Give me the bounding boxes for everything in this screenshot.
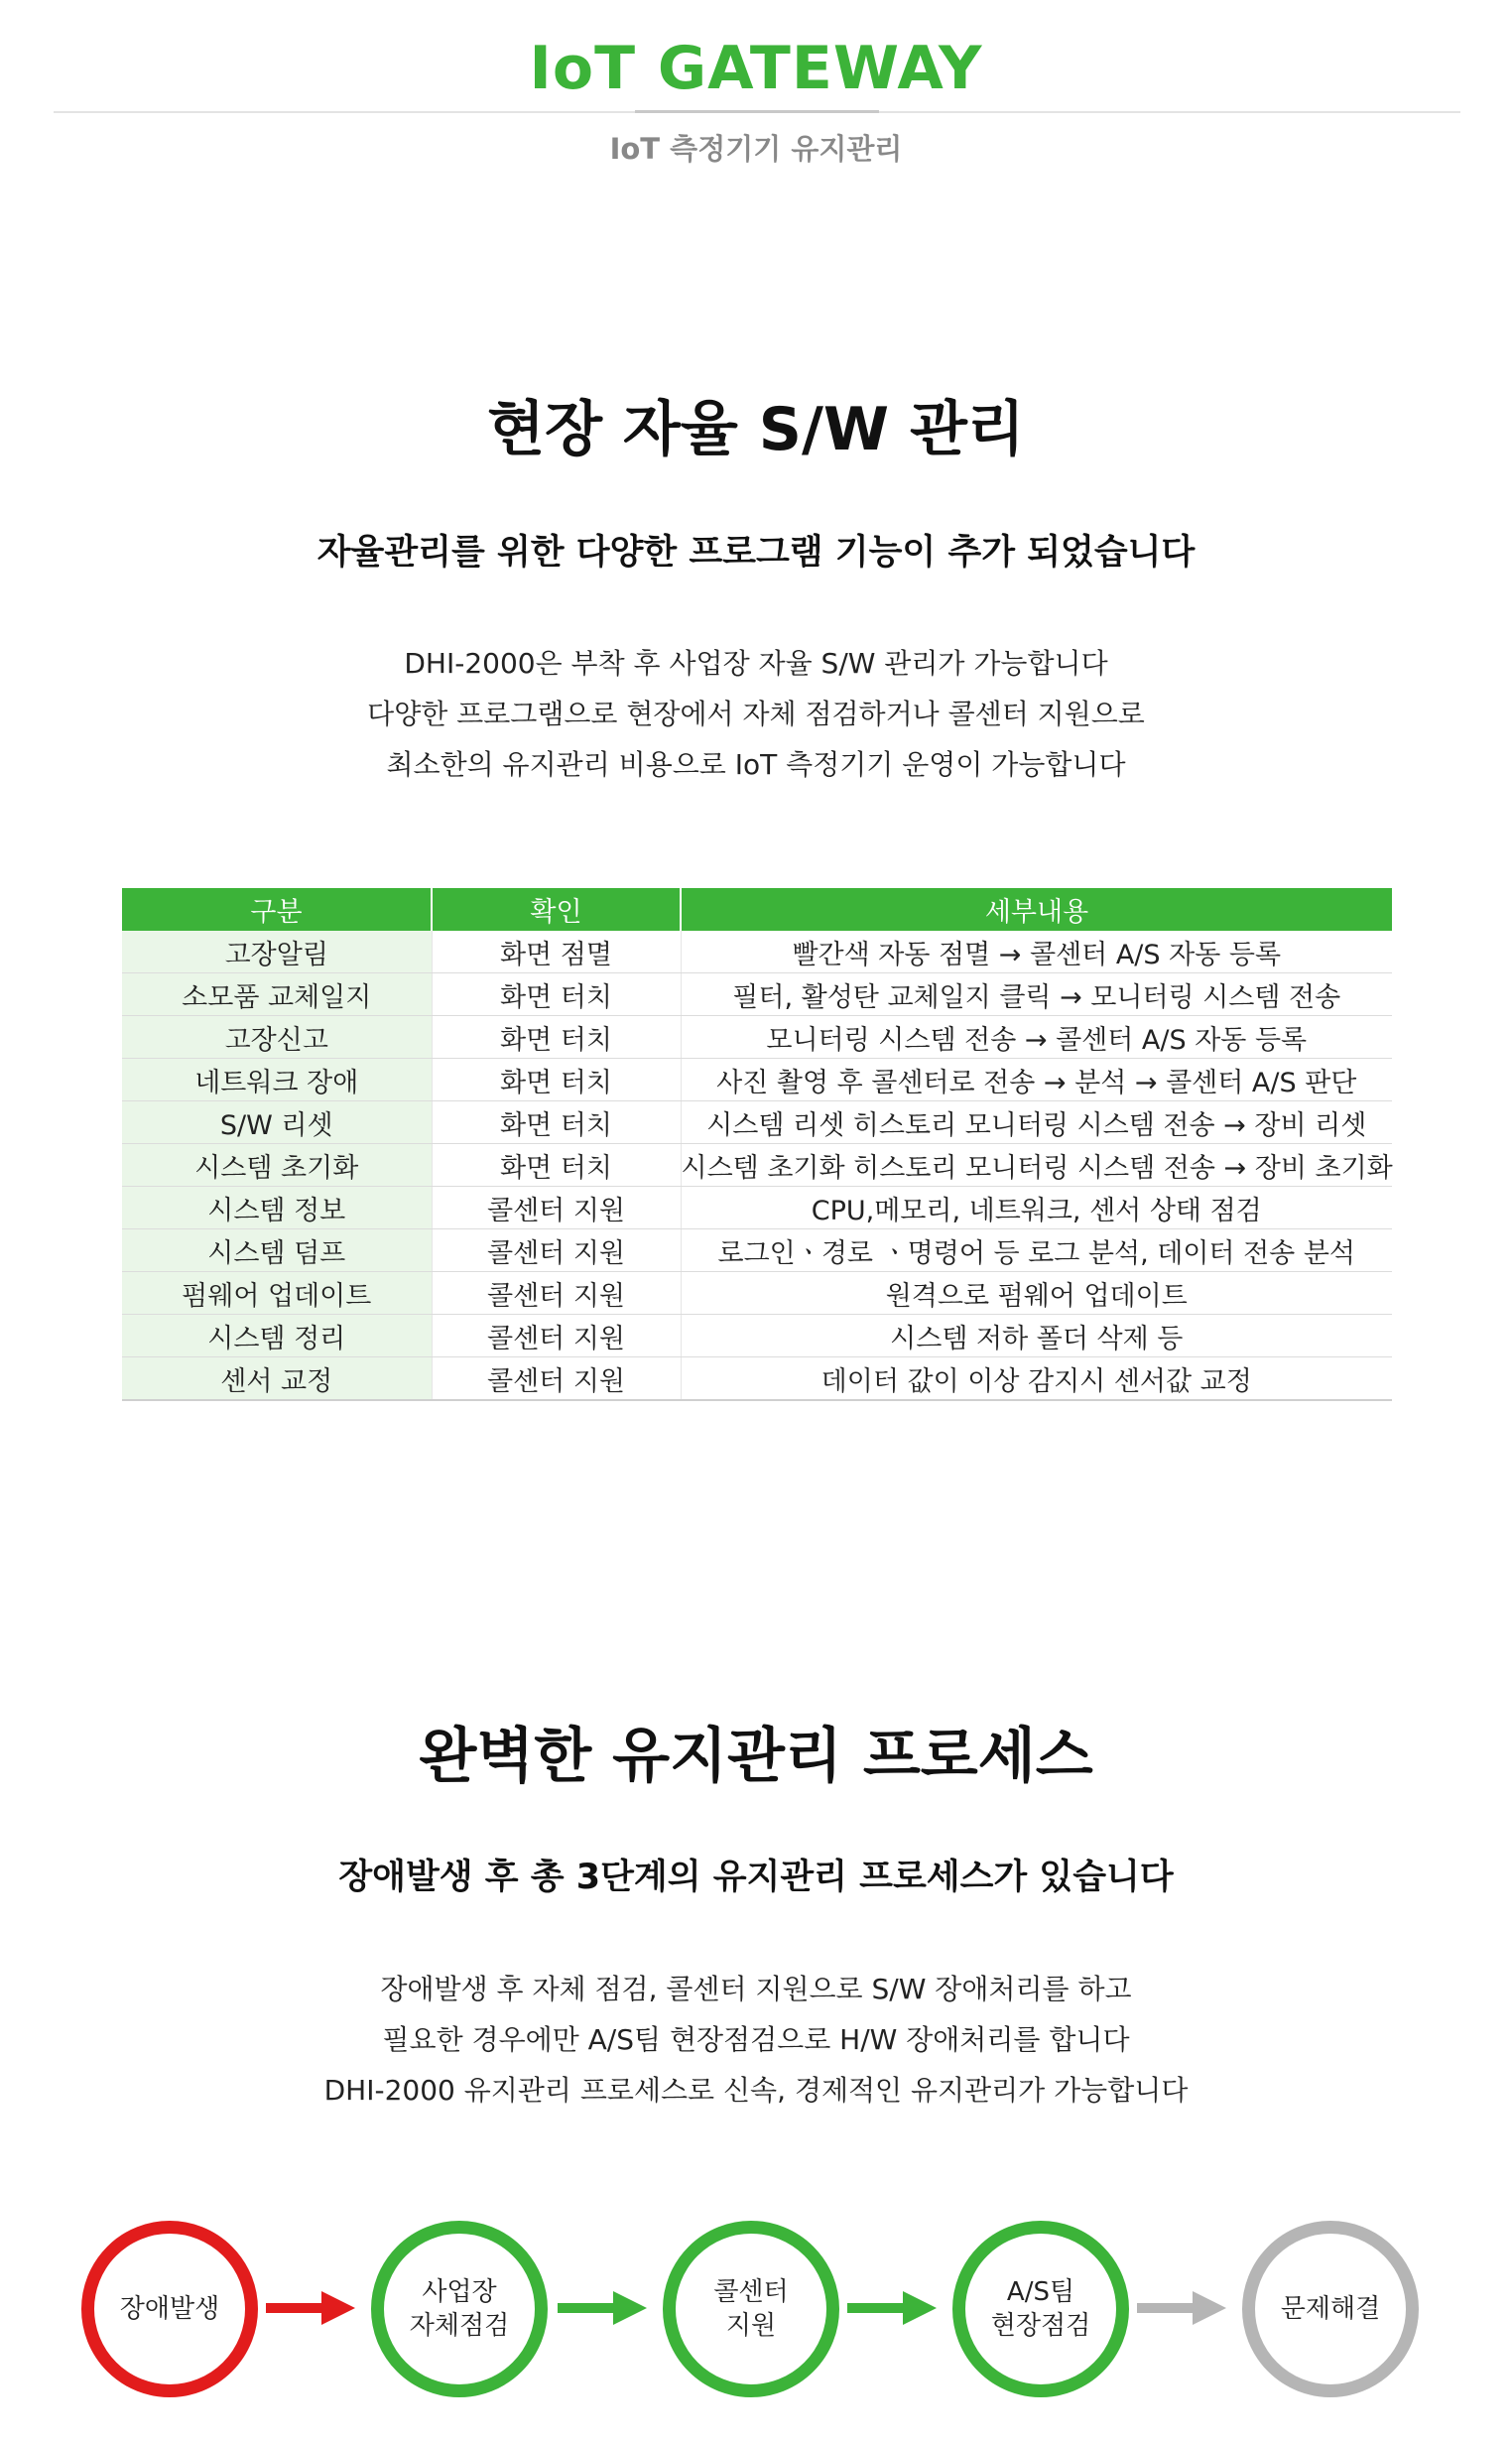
table-header-category: 구분 bbox=[122, 888, 432, 931]
step-label-line: A/S팀 bbox=[1006, 2277, 1075, 2307]
cell-detail: 데이터 값이 이상 감지시 센서값 교정 bbox=[681, 1357, 1392, 1401]
cell-check: 화면 터치 bbox=[432, 1016, 681, 1059]
cell-detail: CPU,메모리, 네트워크, 센서 상태 점검 bbox=[681, 1187, 1392, 1229]
cell-detail: 모니터링 시스템 전송 → 콜센터 A/S 자동 등록 bbox=[681, 1016, 1392, 1059]
table-body bbox=[122, 931, 1392, 1400]
section1-body-line: DHI-2000은 부착 후 사업장 자율 S/W 관리가 가능합니다 bbox=[404, 647, 1108, 680]
step-label-line: 사업장 bbox=[422, 2277, 497, 2307]
cell-check: 화면 터치 bbox=[432, 1101, 681, 1144]
table-header-row bbox=[122, 888, 1392, 931]
cell-category: 네트워크 장애 bbox=[122, 1059, 432, 1101]
table-row bbox=[122, 1101, 1392, 1144]
cell-detail: 로그인ㆍ경로 ㆍ명령어 등 로그 분석, 데이터 전송 분석 bbox=[681, 1229, 1392, 1272]
cell-check: 콜센터 지원 bbox=[432, 1357, 681, 1401]
cell-detail: 시스템 리셋 히스토리 모니터링 시스템 전송 → 장비 리셋 bbox=[681, 1101, 1392, 1144]
cell-detail: 시스템 저하 폴더 삭제 등 bbox=[681, 1315, 1392, 1357]
step-onsite-check bbox=[952, 2221, 1129, 2397]
cell-detail: 필터, 활성탄 교체일지 클릭 → 모니터링 시스템 전송 bbox=[681, 973, 1392, 1016]
cell-category: S/W 리셋 bbox=[122, 1101, 432, 1144]
step-failure bbox=[81, 2221, 258, 2397]
step-label-line: 자체점검 bbox=[409, 2311, 510, 2341]
section1-body-line: 다양한 프로그램으로 현장에서 자체 점검하거나 콜센터 지원으로 bbox=[367, 698, 1145, 730]
step-label-line: 문제해결 bbox=[1280, 2294, 1381, 2324]
step-label-line: 현장점검 bbox=[990, 2311, 1091, 2341]
cell-check: 콜센터 지원 bbox=[432, 1229, 681, 1272]
section1-body-line: 최소한의 유지관리 비용으로 IoT 측정기기 운영이 가능합니다 bbox=[386, 748, 1126, 781]
cell-check: 화면 터치 bbox=[432, 973, 681, 1016]
step-self-check bbox=[371, 2221, 548, 2397]
section1-subtitle: 자율관리를 위한 다양한 프로그램 기능이 추가 되었습니다 bbox=[316, 533, 1196, 573]
section1-body bbox=[0, 638, 1512, 790]
cell-category: 고장신고 bbox=[122, 1016, 432, 1059]
step-label bbox=[1281, 2292, 1380, 2326]
cell-detail: 시스템 초기화 히스토리 모니터링 시스템 전송 → 장비 초기화 bbox=[681, 1144, 1392, 1187]
table-header-detail: 세부내용 bbox=[681, 888, 1392, 931]
table-row bbox=[122, 1315, 1392, 1357]
cell-category: 시스템 덤프 bbox=[122, 1229, 432, 1272]
step-label-line: 지원 bbox=[725, 2311, 777, 2341]
cell-category: 펌웨어 업데이트 bbox=[122, 1272, 432, 1315]
cell-category: 소모품 교체일지 bbox=[122, 973, 432, 1016]
table-header-check: 확인 bbox=[432, 888, 681, 931]
section2-body-line: 장애발생 후 자체 점검, 콜센터 지원으로 S/W 장애처리를 하고 bbox=[380, 1973, 1132, 2005]
table-row bbox=[122, 931, 1392, 973]
arrow-right-icon bbox=[1137, 2285, 1228, 2331]
arrow-right-icon bbox=[266, 2285, 357, 2331]
step-label bbox=[410, 2275, 509, 2343]
table-row bbox=[122, 1357, 1392, 1401]
table-row bbox=[122, 1144, 1392, 1187]
table-row bbox=[122, 1059, 1392, 1101]
table-row bbox=[122, 1187, 1392, 1229]
step-call-center bbox=[663, 2221, 839, 2397]
step-label-line: 콜센터 bbox=[713, 2277, 789, 2307]
cell-category: 센서 교정 bbox=[122, 1357, 432, 1401]
cell-detail: 빨간색 자동 점멸 → 콜센터 A/S 자동 등록 bbox=[681, 931, 1392, 973]
section2-body-line: 필요한 경우에만 A/S팀 현장점검으로 H/W 장애처리를 합니다 bbox=[382, 2023, 1130, 2056]
section2-subtitle: 장애발생 후 총 3단계의 유지관리 프로세스가 있습니다 bbox=[338, 1858, 1174, 1897]
arrow-right-icon bbox=[847, 2285, 939, 2331]
cell-check: 콜센터 지원 bbox=[432, 1315, 681, 1357]
step-resolved bbox=[1242, 2221, 1419, 2397]
section2-title: 완벽한 유지관리 프로세스 bbox=[419, 1722, 1093, 1791]
step-label bbox=[991, 2275, 1090, 2343]
cell-category: 고장알림 bbox=[122, 931, 432, 973]
table-row bbox=[122, 1016, 1392, 1059]
table-row bbox=[122, 1229, 1392, 1272]
section2-body bbox=[0, 1964, 1512, 2116]
table-row bbox=[122, 973, 1392, 1016]
section2-body-line: DHI-2000 유지관리 프로세스로 신속, 경제적인 유지관리가 가능합니다 bbox=[323, 2074, 1189, 2107]
cell-check: 화면 터치 bbox=[432, 1144, 681, 1187]
cell-detail: 사진 촬영 후 콜센터로 전송 → 분석 → 콜센터 A/S 판단 bbox=[681, 1059, 1392, 1101]
cell-category: 시스템 초기화 bbox=[122, 1144, 432, 1187]
cell-check: 콜센터 지원 bbox=[432, 1187, 681, 1229]
table-row bbox=[122, 1272, 1392, 1315]
feature-table bbox=[122, 888, 1392, 1401]
cell-category: 시스템 정보 bbox=[122, 1187, 432, 1229]
step-label bbox=[713, 2275, 788, 2343]
step-label bbox=[120, 2292, 219, 2326]
section1-title: 현장 자율 S/W 관리 bbox=[487, 395, 1025, 464]
cell-check: 화면 터치 bbox=[432, 1059, 681, 1101]
page-subtitle: IoT 측정기기 유지관리 bbox=[609, 132, 903, 166]
cell-check: 화면 점멸 bbox=[432, 931, 681, 973]
step-label-line: 장애발생 bbox=[119, 2294, 220, 2324]
arrow-right-icon bbox=[558, 2285, 649, 2331]
page-title: IoT GATEWAY bbox=[529, 34, 983, 103]
cell-category: 시스템 정리 bbox=[122, 1315, 432, 1357]
cell-check: 콜센터 지원 bbox=[432, 1272, 681, 1315]
header-divider-accent bbox=[635, 110, 879, 113]
cell-detail: 원격으로 펌웨어 업데이트 bbox=[681, 1272, 1392, 1315]
